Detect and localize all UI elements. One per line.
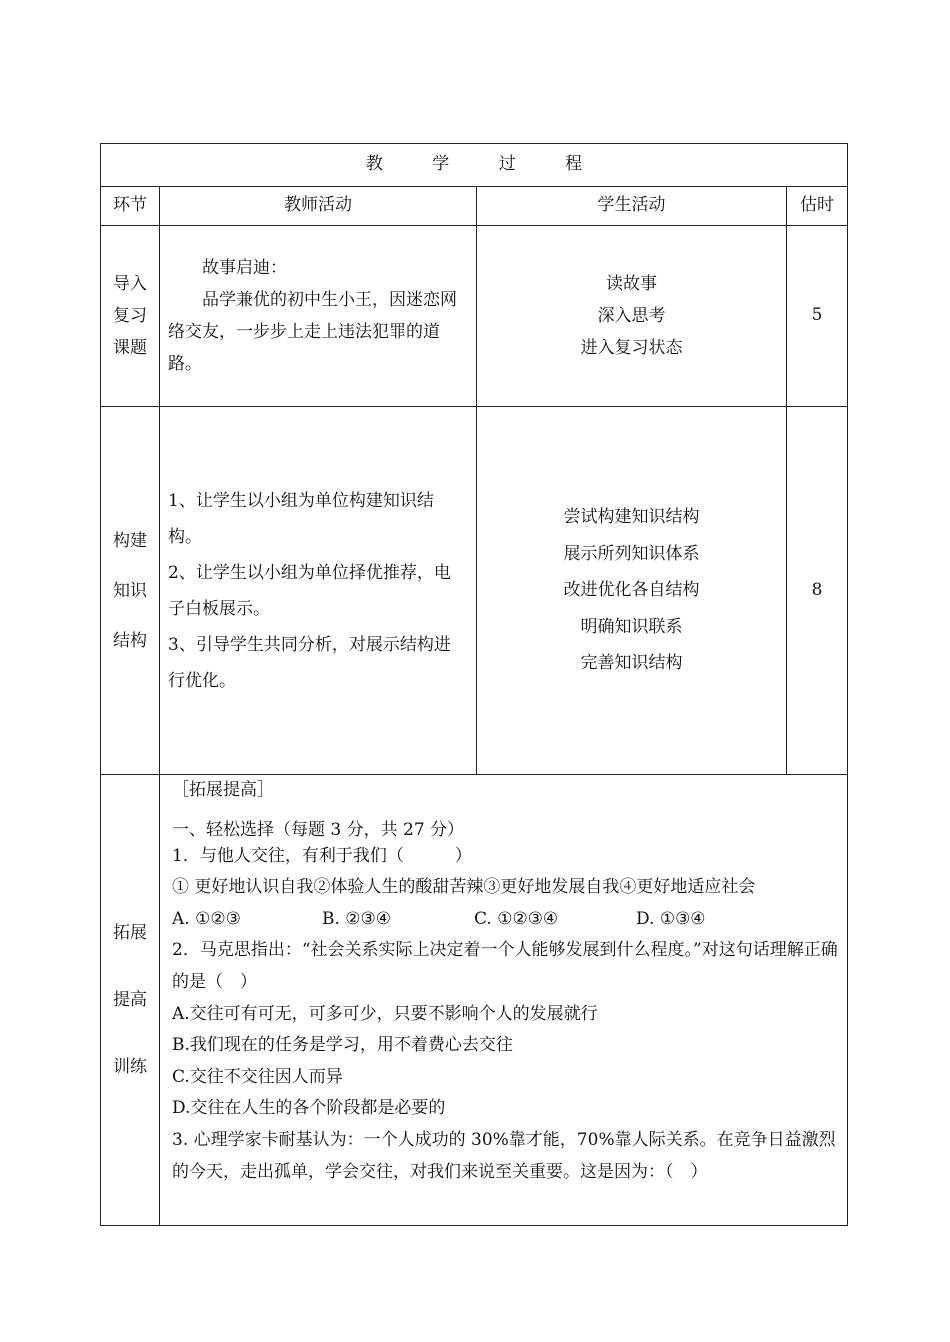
- option-c: C. ①②③④: [474, 908, 559, 929]
- teacher-activity-text: 1、让学生以小组为单位构建知识结构。: [168, 490, 434, 547]
- question-2-option: D.交往在人生的各个阶段都是必要的: [172, 1098, 446, 1119]
- question-3: 3. 心理学家卡耐基认为：一个人成功的 30%靠才能，70%靠人际关系。在竞争日益激烈的今天，走出孤单，学会交往，对我们来说至关重要。这是因为：（ ）: [172, 1129, 836, 1182]
- student-activity-text: 深入思考: [597, 306, 666, 326]
- stage-cell: [101, 407, 160, 775]
- stage-cell: [101, 226, 160, 407]
- student-activity-text: 读故事: [606, 274, 657, 294]
- table-row: [101, 226, 848, 407]
- stage-text: 知识: [113, 580, 147, 601]
- student-activity-text: 展示所列知识体系: [563, 543, 700, 564]
- stage-text: 训练: [113, 1056, 147, 1077]
- teacher-activity-cell: [160, 407, 477, 775]
- question-1-options: [172, 904, 839, 936]
- table-header-row: [101, 187, 848, 226]
- question-2: 2．马克思指出：“社会关系实际上决定着一个人能够发展到什么程度。”对这句话理解正确的是（ ）: [172, 940, 838, 992]
- header-stage: 环节: [101, 187, 160, 226]
- header-teacher: 教师活动: [160, 187, 477, 226]
- teacher-activity-text: 2、让学生以小组为单位择优推荐，电子白板展示。: [168, 562, 451, 619]
- table-title-cell: [101, 144, 848, 187]
- question-1-items: ① 更好地认识自我②体验人生的酸甜苦辣③更好地发展自我④更好地适应社会: [172, 877, 756, 898]
- teacher-activity-text: 故事启迪：: [202, 258, 287, 278]
- header-student: 学生活动: [477, 187, 787, 226]
- header-time: 估时: [787, 187, 848, 226]
- extension-heading: ［拓展提高］: [172, 780, 274, 800]
- stage-text: 课题: [113, 338, 147, 358]
- option-a: A. ①②③: [172, 908, 241, 929]
- stage-text: 结构: [113, 630, 147, 651]
- student-activity-text: 改进优化各自结构: [563, 580, 700, 601]
- teacher-activity-cell: [160, 226, 477, 407]
- section-heading: 一、轻松选择（每题 3 分，共 27 分）: [172, 819, 465, 840]
- stage-text: 提高: [113, 989, 147, 1010]
- teacher-activity-text: 3、引导学生共同分析，对展示结构进行优化。: [168, 634, 451, 691]
- student-activity-text: 尝试构建知识结构: [563, 507, 700, 528]
- stage-text: 拓展: [113, 922, 147, 943]
- student-activity-text: 明确知识联系: [580, 616, 683, 637]
- teaching-process-table: [100, 143, 848, 1226]
- time-estimate: 5: [787, 226, 848, 407]
- table-row: [101, 407, 848, 775]
- stage-cell: [101, 775, 160, 1226]
- question-2-option: C.交往不交往因人而异: [172, 1066, 343, 1087]
- question-2-option: B.我们现在的任务是学习，用不着费心去交往: [172, 1035, 513, 1056]
- extension-content-cell: [160, 775, 848, 1226]
- option-b: B. ②③④: [322, 908, 392, 929]
- stage-text: 复习: [113, 306, 147, 326]
- student-activity-text: 完善知识结构: [580, 653, 683, 674]
- question-2-option: A.交往可有可无，可多可少，只要不影响个人的发展就行: [172, 1003, 598, 1024]
- question-1: 1．与他人交往，有利于我们（ ）: [172, 845, 472, 866]
- time-estimate: 8: [787, 407, 848, 775]
- table-title: 教 学 过 程: [365, 154, 605, 175]
- table-row: [101, 775, 848, 1226]
- option-d: D. ①③④: [636, 908, 706, 929]
- teacher-activity-text: 品学兼优的初中生小王，因迷恋网络交友，一步步上走上违法犯罪的道路。: [168, 290, 457, 374]
- student-activity-cell: [477, 407, 787, 775]
- student-activity-cell: [477, 226, 787, 407]
- stage-text: 构建: [113, 530, 147, 551]
- student-activity-text: 进入复习状态: [580, 338, 683, 358]
- stage-text: 导入: [113, 274, 147, 294]
- table-title-row: [101, 144, 848, 187]
